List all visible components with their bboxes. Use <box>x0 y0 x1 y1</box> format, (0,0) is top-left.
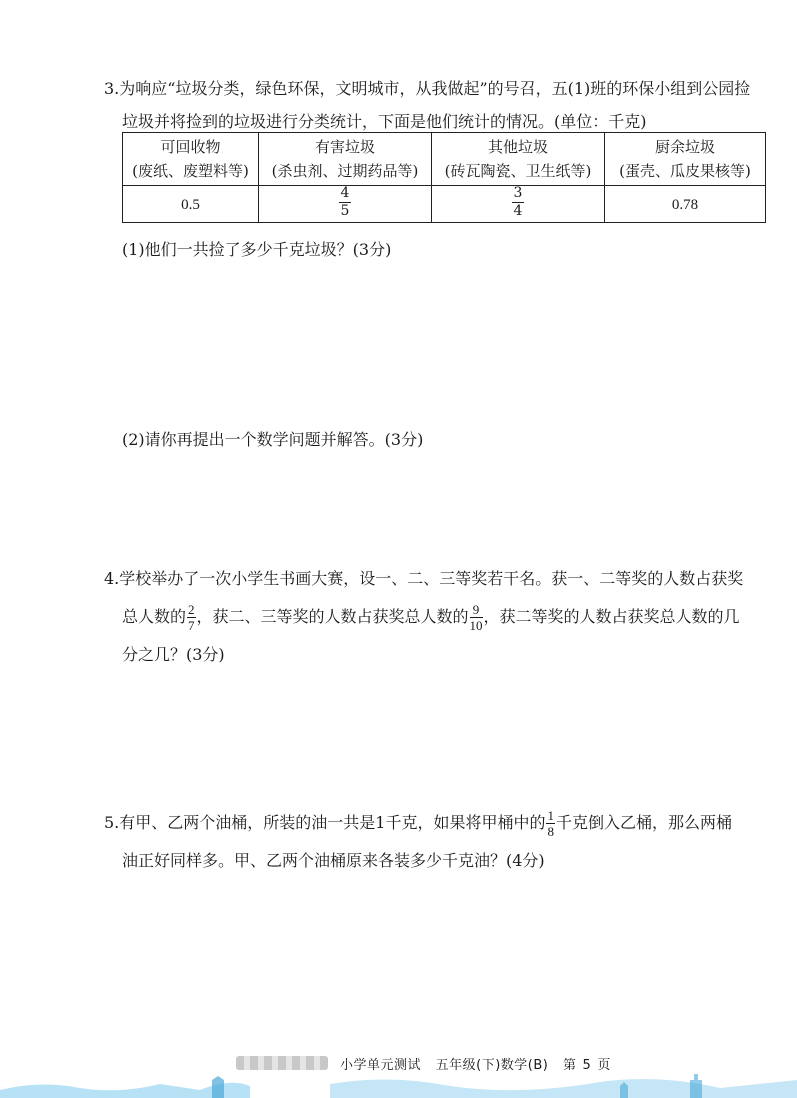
building-icon <box>212 1076 224 1098</box>
header-name: 其他垃圾 <box>487 138 548 156</box>
question-4 <box>104 560 743 674</box>
header-cell-recyclable <box>123 133 259 186</box>
q4-line1: 4.学校举办了一次小学生书画大赛，设一、二、三等奖若干名。获一、二等奖的人数占获奖 <box>104 569 744 588</box>
q5-line1-text-b: 千克倒入乙桶，那么两桶 <box>555 813 732 832</box>
q4-line2 <box>122 598 743 636</box>
q3-subquestion-1: (1)他们一共捡了多少千克垃圾？(3分) <box>122 240 392 259</box>
footer-series: 小学单元测试 <box>340 1058 422 1073</box>
value-kitchen <box>605 186 766 223</box>
fraction-numerator: 3 <box>513 185 523 201</box>
fraction-denominator: 8 <box>547 824 554 839</box>
question-5 <box>104 804 732 880</box>
fraction-2-7 <box>187 603 196 632</box>
question-3 <box>104 72 750 138</box>
table-header-row <box>123 133 766 186</box>
fraction-numerator: 9 <box>470 603 483 618</box>
header-detail: (废纸、废塑料等) <box>132 162 249 180</box>
value-other <box>432 186 605 223</box>
wave-right <box>330 1079 797 1098</box>
q4-line2-text-c: ，获二等奖的人数占获奖总人数的几 <box>483 607 740 626</box>
header-detail: (砖瓦陶瓷、卫生纸等) <box>444 162 592 180</box>
q4-line3: 分之几？(3分) <box>122 645 225 664</box>
header-name: 有害垃圾 <box>314 138 375 156</box>
q5-line1-text-a: 5.有甲、乙两个油桶，所装的油一共是1千克，如果将甲桶中的 <box>104 813 546 832</box>
value-text: 0.78 <box>671 196 699 213</box>
fraction-numerator: 1 <box>547 808 554 823</box>
fraction-denominator: 7 <box>188 618 195 633</box>
table-value-row <box>123 186 766 223</box>
value-hazardous <box>259 186 432 223</box>
fraction-denominator: 10 <box>469 618 483 633</box>
header-detail: (杀虫剂、过期药品等) <box>271 162 419 180</box>
cactus-icon <box>690 1074 702 1098</box>
footer-page-suffix: 页 <box>597 1058 611 1073</box>
fraction-9-10 <box>470 603 483 632</box>
footer <box>340 1054 621 1073</box>
fraction <box>339 186 352 219</box>
fraction-numerator: 2 <box>188 602 195 617</box>
header-name: 可回收物 <box>160 138 221 156</box>
fraction <box>512 186 525 219</box>
q4-line2-text-b: ，获二、三等奖的人数占获奖总人数的 <box>196 607 469 626</box>
fraction-1-8 <box>546 809 555 838</box>
garbage-table <box>122 132 766 223</box>
header-cell-kitchen <box>605 133 766 186</box>
header-detail: (蛋壳、瓜皮果核等) <box>619 162 751 180</box>
value-text: 0.5 <box>181 196 200 213</box>
fraction-denominator: 5 <box>340 203 350 219</box>
q4-line2-text-a: 总人数的 <box>122 607 187 626</box>
footer-page-number: 5 <box>582 1058 592 1073</box>
q3-intro-line1: 3.为响应“垃圾分类，绿色环保，文明城市，从我做起”的号召，五(1)班的环保小组到公园捡 <box>104 79 751 98</box>
footer-grade: 五年级(下)数学(B) <box>435 1058 549 1073</box>
q3-intro-line2: 垃圾并将捡到的垃圾进行分类统计，下面是他们统计的情况。(单位：千克) <box>122 112 647 131</box>
header-cell-other <box>432 133 605 186</box>
value-recyclable <box>123 186 259 223</box>
footer-page-prefix: 第 <box>563 1058 577 1073</box>
q5-line1 <box>104 804 732 842</box>
fraction-numerator: 4 <box>340 185 350 201</box>
header-cell-hazardous <box>259 133 432 186</box>
q3-subquestion-2: (2)请你再提出一个数学问题并解答。(3分) <box>122 430 424 449</box>
q5-line2: 油正好同样多。甲、乙两个油桶原来各装多少千克油？(4分) <box>122 851 545 870</box>
header-name: 厨余垃圾 <box>654 138 715 156</box>
fraction-denominator: 4 <box>513 203 523 219</box>
